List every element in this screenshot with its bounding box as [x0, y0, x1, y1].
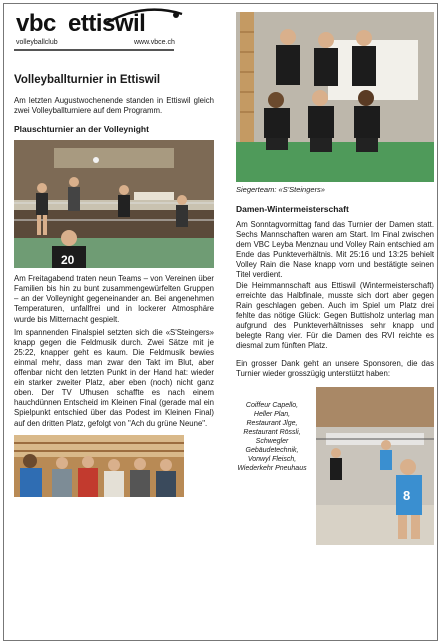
logo-vbc-text: vbc: [16, 10, 56, 37]
sponsor-thanks: Ein grosser Dank geht an unsere Sponsoren, die das Turnier wieder grosszügig unterstützt haben:: [236, 359, 434, 379]
article-intro: Am letzten Augustwochenende standen in Ettiswil gleich zwei Volleyballturniere auf dem Programm.: [14, 96, 214, 116]
winning-team-photo-image: [236, 12, 434, 182]
damen-paragraph-1: Am Sonntagvormittag fand das Turnier der Damen statt. Sechs Mannschaften waren am Start. Im Final zwischen dem VBC Leyba Menznau und Volley Rain entschied am Ende das Punkteverhältnis. Mit 25:16 und 13:25 behielt Volley Rain die Nase knapp vorn und bestätigte seinen Titel verdient.: [236, 220, 434, 280]
sponsor-list: Coiffeur Capello, Heller Plan, Restaurant Jlge, Restaurant Rössli, Schwegler Gebäudetechnik, Vonwyl Fleisch, Wiederkehr Pneuhaus: [237, 402, 307, 473]
article-title: Volleyballturnier in Ettiswil: [14, 74, 161, 86]
spectators-photo: [14, 435, 184, 497]
jersey-number-b: 8: [403, 488, 411, 504]
logo-web-text: www.vbce.ch: [134, 39, 175, 46]
right-column: [236, 12, 434, 545]
winning-team-photo: [236, 12, 434, 182]
volleynight-photo-image: [14, 140, 214, 268]
logo-swoosh-icon: [104, 8, 184, 26]
damen-heading: Damen-Wintermeisterschaft: [236, 204, 349, 214]
logo-underline: [14, 49, 174, 51]
club-logo: [14, 10, 214, 56]
plausch-heading: Plauschturnier an der Volleynight: [14, 124, 149, 135]
newsletter-page: [3, 3, 438, 641]
jersey-number-a: 20: [61, 253, 75, 268]
damen-paragraph-2: Die Heimmannschaft aus Ettiswil (Wintermeisterschaft) erreichte das Halbfinale, musste sich dort aber gegen Rain geschlagen geben. Auch im Spiel um Platz drei fehlte das nötige Glück: Gegen Buttisholz unterlag man aufgrund des Punkteverhältnisses sehr knapp und belegte Rang vier. Für die Damen des RVI reichte es diesmal zum fünften Platz.: [236, 280, 434, 351]
logo-ettiswil-text: ettiswil: [68, 10, 146, 37]
sponsors-block: [236, 387, 434, 545]
plausch-paragraph-1: Am Freitagabend traten neun Teams – von Vereinen über Familien bis hin zu bunt zusammengewürfelten Gruppen – an der Volleynight gegeneinander an. Bei angenehmen Temperaturen, unfallfrei und in lockerer Atmosphäre wurde bis Mitternacht gespielt.: [14, 274, 214, 324]
damen-game-photo-image: [316, 387, 434, 545]
logo-club-text: volleyballclub: [16, 39, 58, 46]
damen-game-photo: [316, 387, 434, 545]
winning-team-caption: Siegerteam: «S'Steingers»: [236, 185, 325, 194]
volleynight-photo: [14, 140, 214, 268]
plausch-paragraph-2: Im spannenden Finalspiel setzten sich die «S'Steingers» knapp gegen die Feldmusik durch. Zwei Sätze mit je 25:22, knapper geht es kaum. Die Feldmusik bewies einmal mehr, dass man zwar den Takt im Blut, aber offenbar nicht den letzten Punkt in der Hand hat: wieder ein starker zweiter Platz, aber eben (noch) nicht ganz oben. Der TV Ufhusen schaffte es nach einem hauchdünnen Entscheid im Kleinen Final (gerade mal ein Spielpunkt entschied über das Podest im Kleinen Final) auf den dritten Platz, gefolgt von "Ach du grüne Neune".: [14, 327, 214, 428]
spectators-photo-image: [14, 435, 184, 497]
left-column: [14, 10, 214, 497]
